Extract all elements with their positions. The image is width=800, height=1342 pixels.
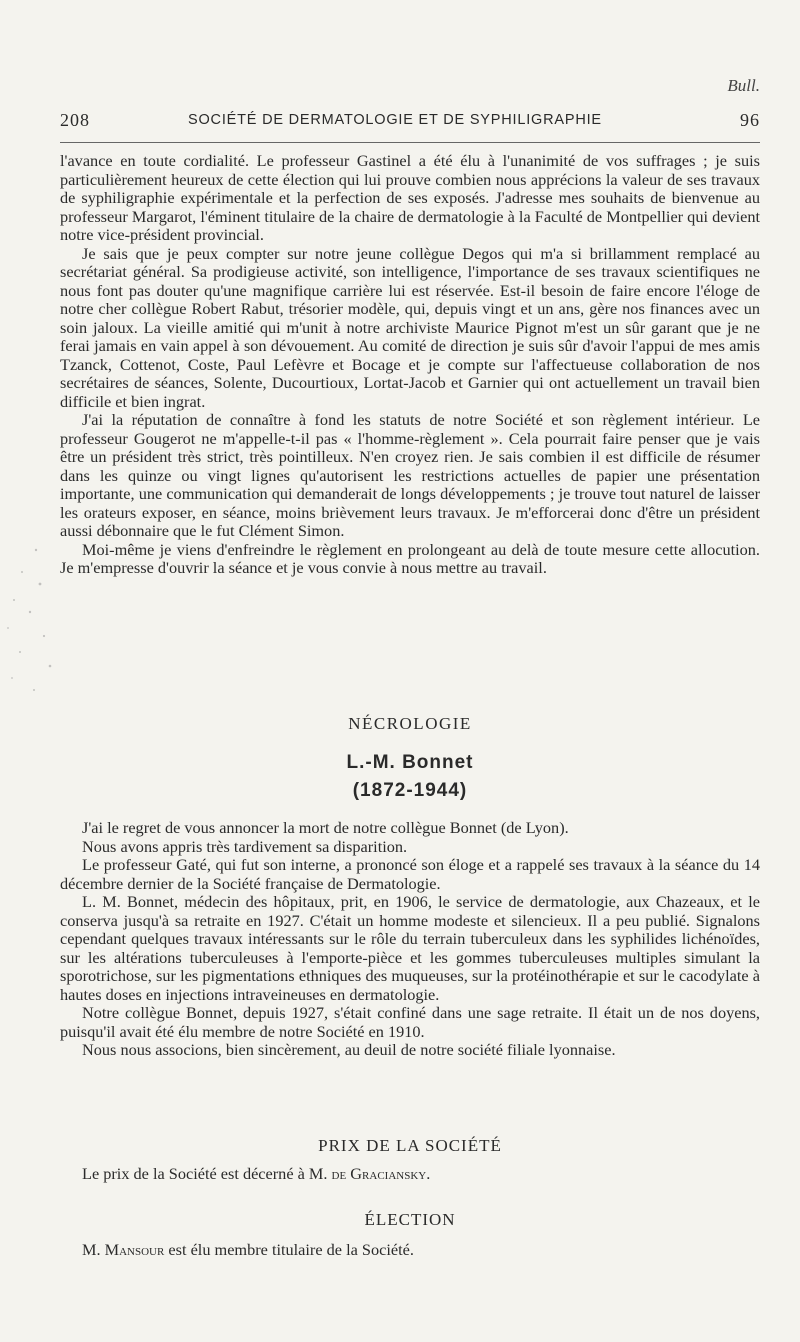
page-number: 208 [60,110,90,130]
necrologie-paragraph: J'ai le regret de vous annoncer la mort de notre collègue Bonnet (de Lyon). [82,818,569,837]
necrologie-text [60,819,760,1060]
election-name: Mansour [104,1240,165,1259]
allocution-paragraph: Moi-même je viens d'enfreindre le règlement en prolongeant au delà de toute mesure cette allocution. Je m'empresse d'ouvrir la séance et je vous convie à nous mettre au travail. [60,539,760,577]
issue-number: 96 [740,110,760,130]
necrologie-paragraph: Notre collègue Bonnet, depuis 1927, s'était confiné dans une sage retraite. Il était un de nos doyens, puisqu'il avait été élu membre de notre Société en 1910. [60,1003,760,1041]
allocution-paragraph: l'avance en toute cordialité. Le professeur Gastinel a été élu à l'unanimité de vos suffrages ; je suis particulièrement heureux de cette élection qui lui prouve combien nous apprécions la valeur de ses travaux de syphiligraphie expérimentale et la perfection de ses exposés. J'adresse mes souhaits de bienvenue au professeur Margarot, l'éminent titulaire de la chaire de dermatologie à la Faculté de Montpellier qui devient notre vice-président provincial. [60,151,760,244]
header-rule [60,142,760,143]
running-title: SOCIÉTÉ DE DERMATOLOGIE ET DE SYPHILIGRAPHIE [188,112,602,128]
necrologie-heading: NÉCROLOGIE [348,714,472,733]
necrologie-paragraph: L. M. Bonnet, médecin des hôpitaux, prit, en 1906, le service de dermatologie, aux Chazeaux, et le conserva jusqu'à sa retraite en 1927. C'était un homme modeste et silencieux. Il a peu publié. Signalons cependant quelques travaux intéressants sur le rôle du terrain tuberculeux dans les syphilides lichénoïdes, sur les altérations tuberculeuses à l'emporte-pièce et les gommes tuberculeuses multiples simulant la sporotrichose, sur les pigmentations ethniques des muqueuses, sur la protéinothérapie et sur le cacodylate à hautes doses en injections intraveineuses en dermatologie. [60,892,760,1004]
necrologie-paragraph: Le professeur Gaté, qui fut son interne, a prononcé son éloge et a rappelé ses travaux à la séance du 14 décembre dernier de la Société française de Dermatologie. [60,855,760,893]
prix-text [60,1164,760,1184]
election-heading: ÉLECTION [364,1210,456,1229]
allocution-paragraph: Je sais que je peux compter sur notre jeune collègue Degos qui m'a si brillamment remplacé au secrétariat général. Sa prodigieuse activité, son intelligence, l'importance de ses travaux scientifiques ne nous font pas douter qu'une magnifique carrière lui est réservée. Est-il besoin de faire encore l'éloge de notre cher collègue Robert Rabut, trésorier modèle, qui, depuis vingt et un ans, gère nos finances avec un soin jaloux. La vieille amitié qui m'unit à notre archiviste Maurice Pignot m'est un sûr garant que je ne ferai jamais en vain appel à son dévouement. Au comité de direction je suis sûr d'avoir l'appui de mes amis Tzanck, Cottenot, Coste, Paul Lefèvre et Bocage et je compte sur l'affectueuse collaboration de nos secrétaires de séances, Solente, Ducourtioux, Lortat-Jacob et Garnier qui ont actuellement un travail bien difficile et bien ingrat. [60,243,760,411]
prix-recipient: de Graciansky [331,1164,427,1183]
prix-heading: PRIX DE LA SOCIÉTÉ [318,1136,502,1155]
necrologie-paragraph: Nous nous associons, bien sincèrement, au deuil de notre société filiale lyonnaise. [82,1040,616,1059]
election-text-before: M. [82,1240,105,1259]
prix-text-after: . [426,1164,431,1183]
obituary-dates: (1872-1944) [352,780,468,801]
necrologie-paragraph: Nous avons appris très tardivement sa disparition. [82,836,408,856]
running-header [60,110,760,136]
prix-text-before: Le prix de la Société est décerné à M. [82,1164,332,1183]
bulletin-label: Bull. [727,76,760,95]
allocution-paragraph: J'ai la réputation de connaître à fond les statuts de notre Société et son règlement intérieur. Le professeur Gougerot ne m'appelle-t-il pas « l'homme-règlement ». Cela pourrait faire penser que je vais être un président très strict, très pointilleux. N'en croyez rien. Je sais combien il est difficile de résumer dans les quinze ou vingt lignes qu'autorisent les restrictions actuelles de papier une présentation importante, une communication qui demanderait de longs développements ; je trouve tout naturel de laisser les orateurs exposer, en séance, moins brièvement leurs travaux. Je m'efforcerai donc d'être un président aussi débonnaire que le fut Clément Simon. [60,410,760,540]
election-text-after: est élu membre titulaire de la Société. [164,1240,414,1259]
obituary-name: L.-M. Bonnet [346,752,474,773]
allocution-text [60,152,760,578]
election-text [60,1240,760,1260]
margin-stain [0,540,60,700]
